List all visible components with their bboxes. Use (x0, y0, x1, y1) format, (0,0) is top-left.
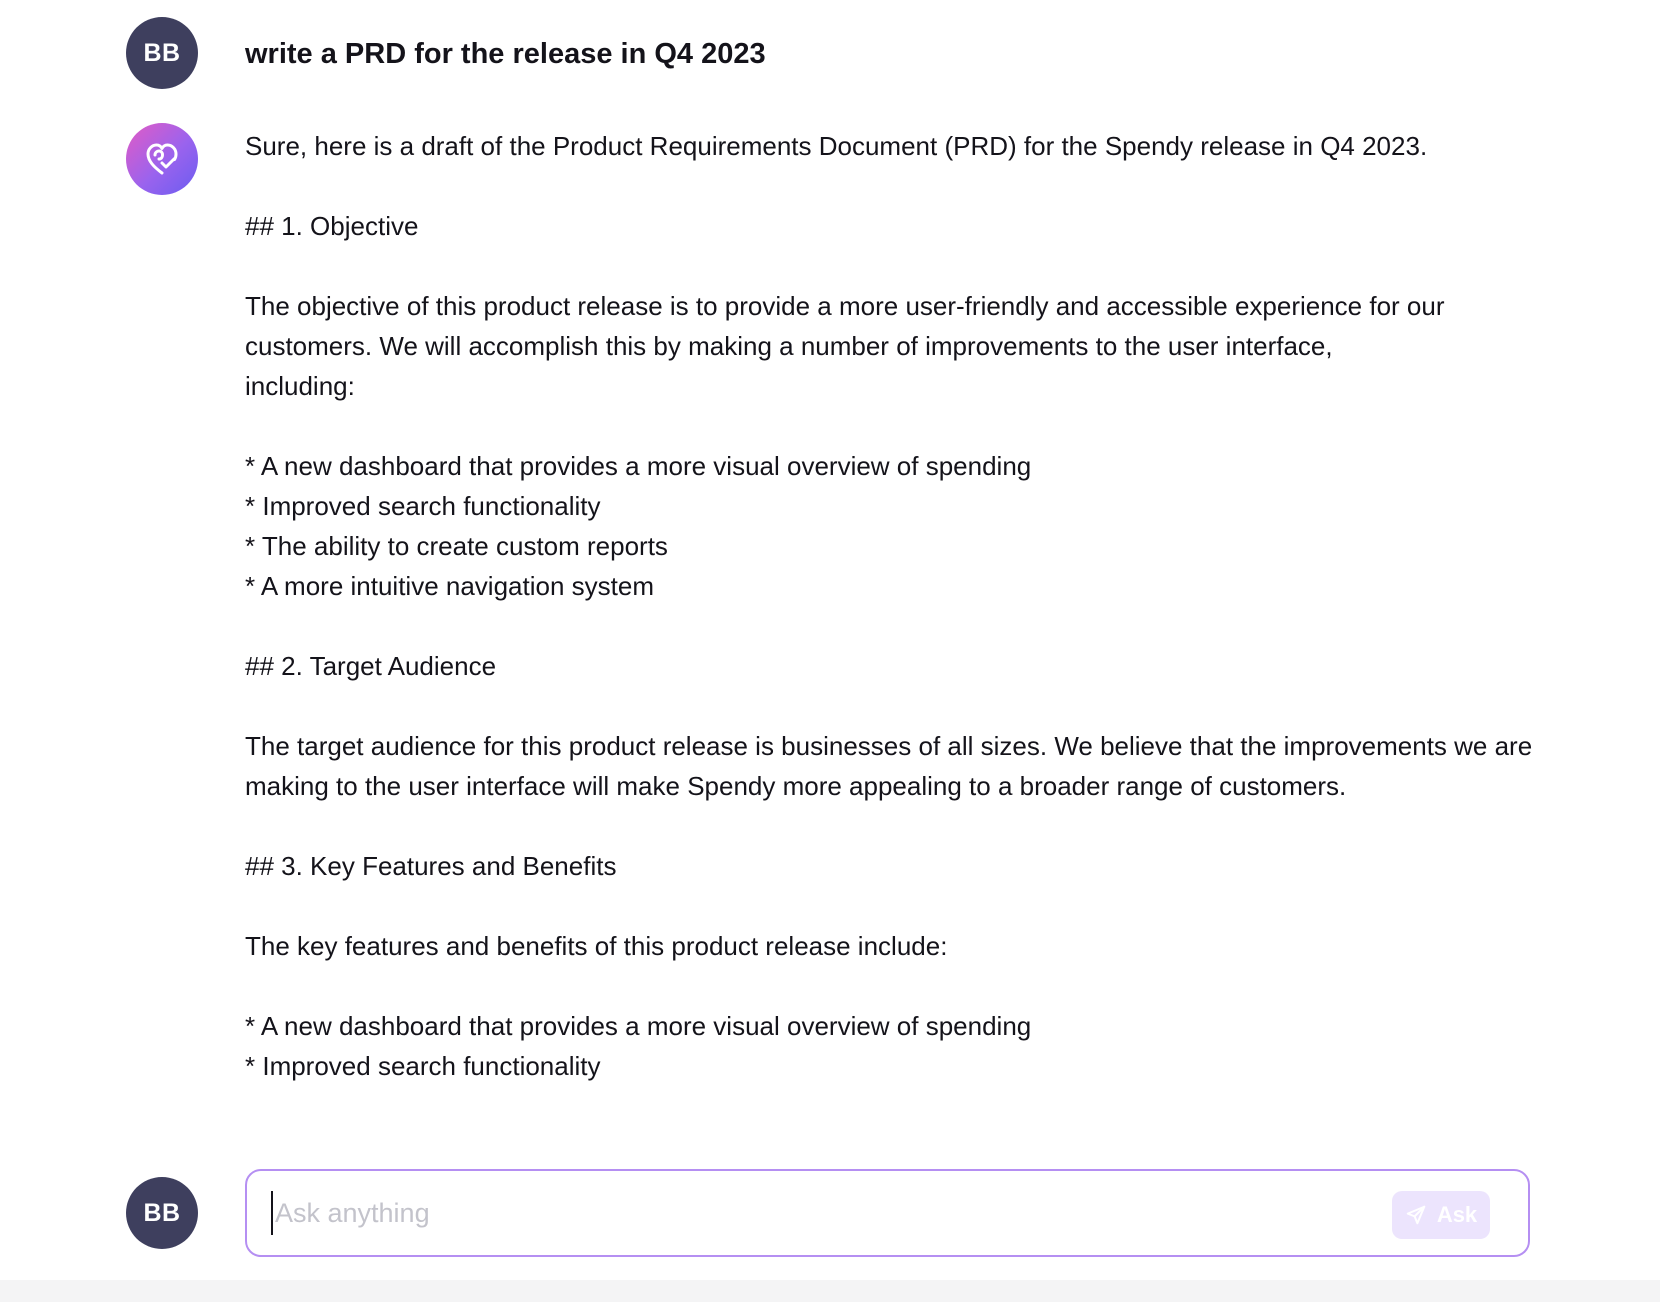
reply-bullet: * Improved search functionality (245, 491, 601, 521)
composer-avatar-initials: BB (143, 1198, 181, 1227)
user-avatar (126, 17, 198, 89)
reply-intro: Sure, here is a draft of the Product Requirements Document (PRD) for the Spendy release in Q4 2023. (245, 131, 1428, 161)
reply-paragraph-key-features: The key features and benefits of this product release include: (245, 931, 948, 961)
reply-paragraph-target-audience: The target audience for this product release is businesses of all sizes. We believe that the improvements we are making to the user interface will make Spendy more appealing to a broader range of customers. (245, 731, 1533, 801)
reply-bullet: * A new dashboard that provides a more visual overview of spending (245, 1011, 1032, 1041)
bottom-bar (0, 1280, 1660, 1302)
heart-check-logo-icon (140, 137, 184, 181)
reply-heading-target-audience: ## 2. Target Audience (245, 651, 497, 681)
reply-bullet: * The ability to create custom reports (245, 531, 668, 561)
ask-button-label: Ask (1436, 1202, 1478, 1227)
reply-bullet: * A more intuitive navigation system (245, 571, 654, 601)
composer-user-avatar (126, 1177, 198, 1249)
reply-heading-objective: ## 1. Objective (245, 211, 419, 241)
ask-button[interactable] (1392, 1191, 1490, 1239)
composer (245, 1169, 1530, 1257)
paper-plane-icon (1405, 1204, 1427, 1226)
ask-input[interactable] (271, 1191, 1335, 1235)
reply-heading-key-features: ## 3. Key Features and Benefits (245, 851, 617, 881)
reply-paragraph-objective: The objective of this product release is to provide a more user-friendly and accessible experience for our customers. We will accomplish this by making a number of improvements to the user interface, including: (245, 291, 1445, 401)
user-message: write a PRD for the release in Q4 2023 (245, 38, 766, 70)
assistant-message (245, 126, 1545, 1086)
assistant-avatar (126, 123, 198, 195)
user-avatar-initials: BB (143, 38, 181, 67)
reply-bullet: * A new dashboard that provides a more visual overview of spending (245, 451, 1032, 481)
reply-bullet: * Improved search functionality (245, 1051, 601, 1081)
